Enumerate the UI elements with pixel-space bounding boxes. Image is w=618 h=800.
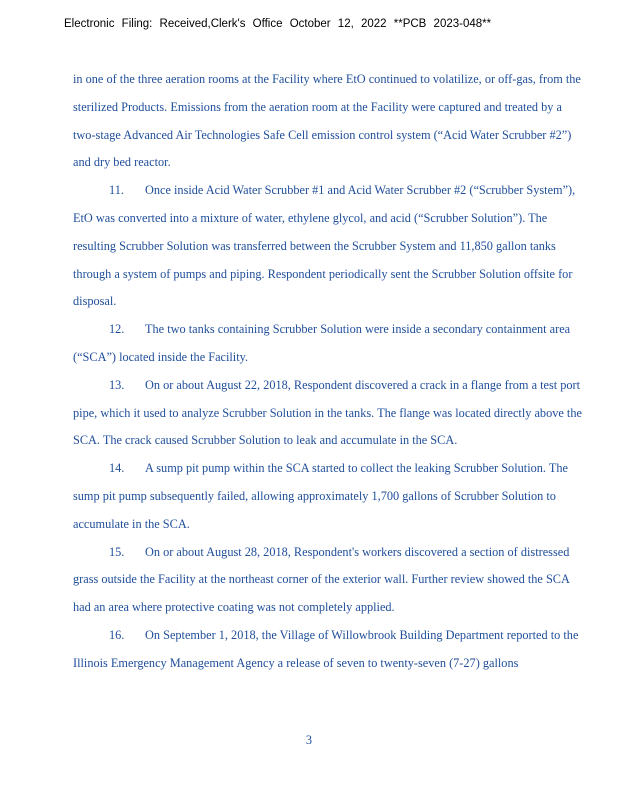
paragraph-number: 12. xyxy=(109,322,125,337)
paragraph-14 xyxy=(73,455,583,538)
paragraph-number: 16. xyxy=(109,627,125,642)
filing-header: Electronic Filing: Received,Clerk's Office October 12, 2022 **PCB 2023-048** xyxy=(64,18,492,30)
paragraph-11 xyxy=(73,177,583,316)
paragraph-number: 11. xyxy=(109,183,124,198)
paragraph-text: A sump pit pump within the SCA started to collect the leaking Scrubber Solution. The sump pit pump subsequently failed, allowing approximately 1,700 gallons of Scrubber Solution to accumulate in the SCA. xyxy=(73,461,568,531)
page-number: 3 xyxy=(305,733,313,747)
paragraph-text: On or about August 28, 2018, Respondent's workers discovered a section of distressed grass outside the Facility at the northeast corner of the exterior wall. Further review showed the SCA had an area where protective coating was not completely applied. xyxy=(73,544,570,615)
paragraph-text: On or about August 22, 2018, Respondent discovered a crack in a flange from a test port pipe, which it used to analyze Scrubber Solution in the tanks. The flange was located directly above the SCA. The crack caused Scrubber Solution to leak and accumulate in the SCA. xyxy=(73,377,582,448)
paragraph-number: 14. xyxy=(109,461,125,476)
paragraph-text: Once inside Acid Water Scrubber #1 and Acid Water Scrubber #2 (“Scrubber System”), EtO was converted into a mixture of water, ethylene glycol, and acid (“Scrubber Solution”). The resulting Scrubber Solution was transferred between the Scrubber System and 11,850 gallon tanks through a system of pumps and piping. Respondent periodically sent the Scrubber Solution offsite for disposal. xyxy=(73,183,576,309)
paragraph-16 xyxy=(73,622,583,678)
paragraph-number: 13. xyxy=(109,377,125,392)
paragraph-15 xyxy=(73,539,583,622)
paragraph-text: On September 1, 2018, the Village of Willowbrook Building Department reported to the Illinois Emergency Management Agency a release of seven to twenty-seven (7-27) gallons xyxy=(73,627,579,670)
paragraph-text: The two tanks containing Scrubber Solution were inside a secondary containment area (“SCA”) located inside the Facility. xyxy=(73,322,571,364)
paragraph-13 xyxy=(73,372,583,455)
paragraph-number: 15. xyxy=(109,544,125,559)
document-body xyxy=(73,66,583,678)
paragraph-12 xyxy=(73,316,583,372)
continuation-paragraph: in one of the three aeration rooms at the Facility where EtO continued to volatilize, or off-gas, from the sterilized Products. Emissions from the aeration room at the Facility were captured and treated by a two-stage Advanced Air Technologies Safe Cell emission control system (“Acid Water Scrubber #2”) and dry bed reactor. xyxy=(73,72,581,170)
